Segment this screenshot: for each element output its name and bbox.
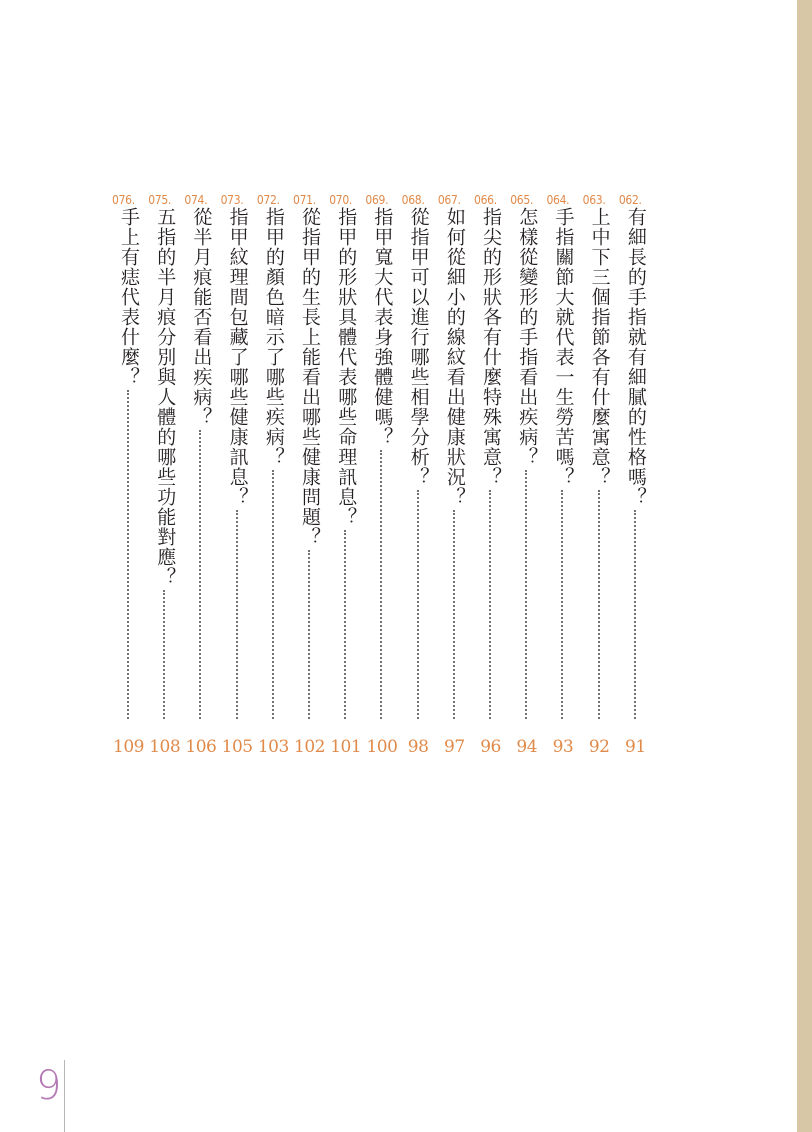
entry-page-number: 97 <box>444 737 465 757</box>
toc-entry[interactable] <box>112 193 145 773</box>
dot-leader <box>634 510 638 719</box>
entry-title[interactable]: 手上有痣代表什麼？ <box>118 207 140 387</box>
toc-entry[interactable] <box>438 193 471 773</box>
entry-title[interactable]: 五指的半月痕分別與人體的哪些功能對應？ <box>154 207 177 587</box>
toc-entry[interactable] <box>583 193 616 773</box>
folio-divider <box>64 1060 65 1132</box>
page-edge-band <box>797 0 812 1132</box>
entry-number: 072. <box>256 193 280 207</box>
toc-entry[interactable] <box>329 193 362 773</box>
dot-leader <box>453 510 457 719</box>
dot-leader <box>598 490 602 719</box>
entry-page-number: 92 <box>588 737 610 757</box>
toc-entry[interactable] <box>510 193 543 773</box>
toc-entry[interactable] <box>148 193 181 773</box>
entry-page-number: 102 <box>294 737 325 757</box>
entry-number: 075. <box>148 193 172 207</box>
entry-page-number: 94 <box>516 737 538 757</box>
entry-title[interactable]: 從指甲的生長上能看出哪些健康問題？ <box>299 207 322 547</box>
entry-number: 071. <box>293 193 316 207</box>
entry-title[interactable]: 怎樣從變形的手指看出疾病？ <box>516 207 539 467</box>
toc-entry[interactable] <box>293 193 326 773</box>
dot-leader <box>272 470 276 719</box>
entry-number: 066. <box>474 193 497 207</box>
entry-title[interactable]: 從指甲可以進行哪些相學分析？ <box>407 207 430 487</box>
table-of-contents <box>112 193 652 773</box>
entry-number: 070. <box>329 193 353 207</box>
entry-number: 064. <box>546 193 570 207</box>
entry-page-number: 98 <box>407 737 429 757</box>
entry-number: 068. <box>401 193 425 207</box>
entry-page-number: 106 <box>185 737 217 757</box>
entry-number: 063. <box>582 193 606 207</box>
entry-number: 067. <box>437 193 461 207</box>
entry-number: 065. <box>510 193 534 207</box>
entry-page-number: 93 <box>552 737 574 757</box>
dot-leader <box>344 530 348 719</box>
page-folio-number: 9 <box>36 1063 62 1109</box>
toc-entry[interactable] <box>184 193 217 773</box>
entry-title[interactable]: 指甲的顏色暗示了哪些疾病？ <box>262 207 285 467</box>
entry-page-number: 108 <box>149 737 181 757</box>
toc-entry[interactable] <box>221 193 254 773</box>
entry-page-number: 100 <box>366 737 398 757</box>
dot-leader <box>561 490 565 719</box>
entry-title[interactable]: 有細長的手指就有細膩的性格嗎？ <box>624 207 647 507</box>
dot-leader <box>489 490 493 719</box>
entry-page-number: 103 <box>257 737 289 757</box>
toc-entry[interactable] <box>619 193 652 773</box>
toc-entry[interactable] <box>546 193 579 773</box>
dot-leader <box>380 450 384 719</box>
entry-page-number: 105 <box>221 737 253 757</box>
dot-leader <box>525 470 529 719</box>
entry-number: 069. <box>365 193 389 207</box>
toc-entry[interactable] <box>365 193 398 773</box>
entry-page-number: 91 <box>625 737 646 757</box>
entry-title[interactable]: 上中下三個指節各有什麼寓意？ <box>588 207 611 487</box>
entry-title[interactable]: 指甲紋理間包藏了哪些健康訊息？ <box>226 207 249 507</box>
dot-leader <box>236 510 240 719</box>
dot-leader <box>163 590 167 719</box>
entry-page-number: 101 <box>330 737 362 757</box>
toc-entry[interactable] <box>402 193 435 773</box>
entry-number: 076. <box>112 193 135 207</box>
entry-title[interactable]: 如何從細小的線紋看出健康狀況？ <box>443 207 466 507</box>
dot-leader <box>127 390 131 719</box>
entry-page-number: 109 <box>113 737 144 757</box>
entry-title[interactable]: 手指關節大就代表一生勞苦嗎？ <box>552 207 575 487</box>
toc-entry[interactable] <box>474 193 507 773</box>
entry-title[interactable]: 從半月痕能否看出疾病？ <box>190 207 213 427</box>
dot-leader <box>199 430 203 719</box>
entry-number: 073. <box>220 193 244 207</box>
dot-leader <box>417 490 421 719</box>
entry-title[interactable]: 指甲的形狀具體代表哪些命理訊息？ <box>335 207 358 527</box>
entry-title[interactable]: 指甲寬大代表身強體健嗎？ <box>371 207 394 447</box>
entry-number: 062. <box>618 193 642 207</box>
toc-entry[interactable] <box>257 193 290 773</box>
entry-title[interactable]: 指尖的形狀各有什麼特殊寓意？ <box>480 207 503 487</box>
dot-leader <box>308 550 312 719</box>
entry-number: 074. <box>184 193 208 207</box>
entry-page-number: 96 <box>480 737 501 757</box>
